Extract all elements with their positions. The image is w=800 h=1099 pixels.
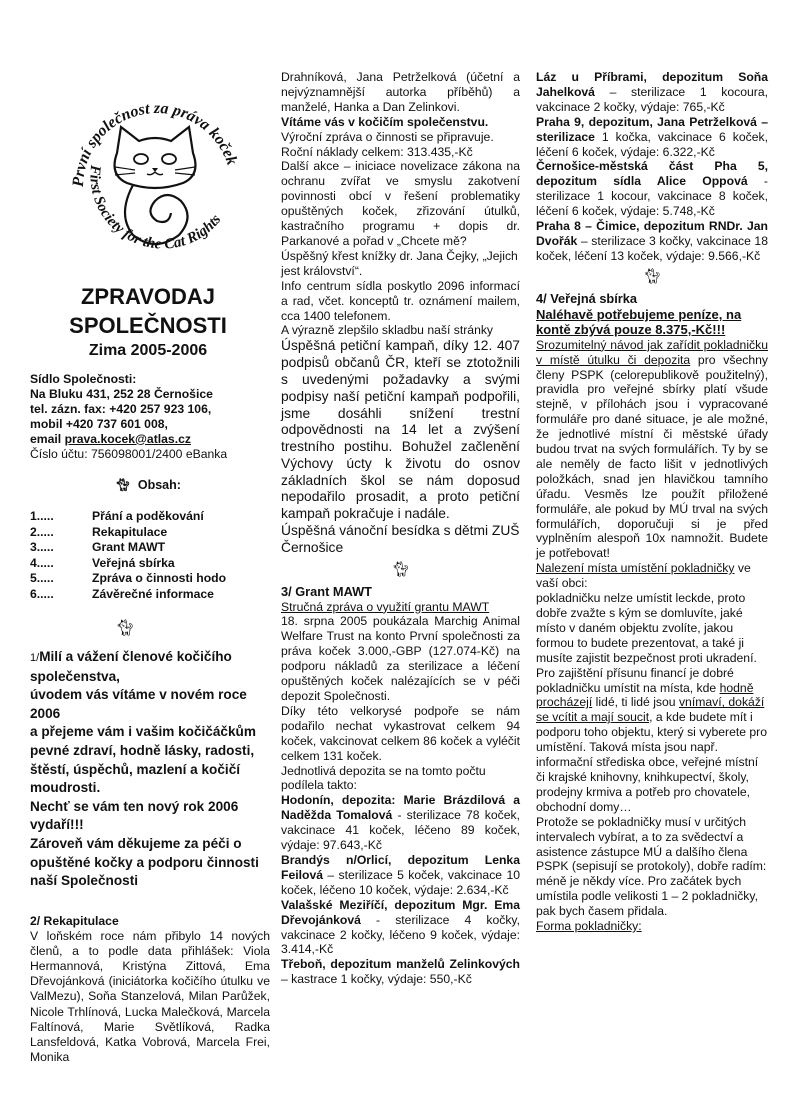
sec1-line: Zároveň vám děkujeme za péči o opuštěné kočky a podporu činnosti naší Společnosti [30, 835, 259, 889]
toc-label: Grant MAWT [92, 540, 166, 555]
toc-num: 3..... [30, 540, 54, 555]
sec4-find-underlined: Nalezení místa umístění pokladničky [536, 561, 735, 576]
depozit-details: - sterilizace 4 kočky, vakcinace 2 kočky, léčeno 9 koček, výdaje: 3.414,-Kč [281, 912, 520, 957]
sidlo-address: Na Bluku 431, 252 28 Černošice [30, 386, 213, 401]
cat-icon: 🐈︎ [642, 267, 662, 285]
depozit-details: – kastrace 1 kočky, výdaje: 550,-Kč [281, 972, 472, 987]
col2-p1: Drahníková, Jana Petrželková (účetní a nejvýznamnější autorka příběhů) a manželé, Hanka a Dan Zelinkovi. [281, 70, 520, 114]
toc-item [30, 556, 266, 572]
sec2-text: V loňském roce nám přibylo 14 nových členů, a to podle data přihlášek: Viola Hermannová, Kristýna Zittová, Ema Dřevojánková (iniciátorka kočičího útulku ve ValMezu), Soňa Stanzelová, Milan Parůžek, Nicole Trhlínová, Lucka Malečková, Marcela Faltínová, Marie Světlíková, Radka Lansfeldová, Katka Vobrová, Marcela Frei, Monika [30, 929, 270, 1064]
toc-num: 4..... [30, 555, 54, 570]
toc-num: 1..... [30, 509, 54, 523]
col2-p6: Info centrum sídla poskytlo 2096 informací a rad, včet. konceptů tr. oznámení mailem, cca 1400 telefonem. [281, 278, 520, 323]
sec1-line: Milí a vážení členové kočičího společenstva, [30, 649, 232, 684]
col2-p7: A výrazně zlepšilo skladbu naší stránky [281, 323, 494, 338]
sec4-p3-c: , a kde budete mít i podporu toho objektu, který si vyberete pro umístění. Taková místa jsou např. informační střediska obce, veřejné místní či krajské knihovny, knihkupectví, školy, prodejny krmiva a potřeb pro chovatele, obchodní domy… [536, 710, 768, 814]
cat-icon: 🐈︎ [115, 478, 131, 492]
sec4-p3-underlined: hodně procházejí [536, 680, 754, 710]
sec1-line: a přejeme vám i vašim kočičáčkům pevné zdraví, hodně lásky, radosti, štěstí, úspěchů, mazlení a kočičí moudrosti. [30, 724, 256, 796]
toc-item [30, 509, 266, 525]
sidlo-ucet: Číslo účtu: 756098001/2400 eBanka [30, 446, 228, 461]
toc-num: 2..... [30, 524, 54, 539]
depozit-name: Černošice-městská část Pha 5, depozitum sídla Alice Oppová [536, 159, 768, 189]
sec4-p3 [536, 666, 768, 815]
title-line2: SPOLEČNOSTI [69, 313, 227, 338]
toc-num: 6..... [30, 586, 54, 601]
sec4-p3-b: lidé, ti lidé jsou [592, 695, 679, 710]
depozit-details: - sterilizace 1 kocour, vakcinace 8 koček, léčení 6 koček, výdaje: 5.748,-Kč [536, 174, 768, 219]
depozit-name: Láz u Příbrami, depozitum Soňa Jahelková [536, 70, 768, 99]
sec3-p3: Jednotlivá depozita se na tomto počtu podílela takto: [281, 763, 486, 793]
toc-item [30, 587, 266, 603]
toc-label: Přání a poděkování [92, 509, 204, 523]
column-3 [536, 70, 768, 934]
depozit-name: Třeboň, depozitum manželů Zelinkových [281, 957, 520, 972]
toc-label: Veřejná sbírka [92, 555, 175, 570]
depozit-entry [281, 853, 520, 898]
sidlo-tel: tel. zázn. fax: +420 257 923 106, [30, 401, 212, 416]
email-label: email [30, 431, 65, 446]
depozit-name: Praha 9, depozitum, Jana Petrželková – sterilizace [536, 114, 768, 144]
depozit-details: – sterilizace 5 koček, vakcinace 10 koček, léčeno 10 koček, výdaje: 2.634,-Kč [281, 867, 520, 897]
sec3-subheading: Stručná zpráva o využití grantu MAWT [281, 599, 490, 614]
sec4-p3-underlined2: vnímaví, dokáží se vcítit a mají soucit [536, 695, 765, 725]
society-logo [55, 75, 255, 275]
contact-block [30, 372, 270, 461]
sec1-num: 1/ [30, 652, 40, 664]
logo-arc-text: První společnost za práva koček [69, 99, 241, 188]
svg-text:First Society for the Cat Righ [86, 163, 224, 252]
section-rekapitulace [30, 914, 270, 1065]
sec1-line: Nechť se vám ten nový rok 2006 vydaří!!! [30, 798, 239, 833]
logo-arc-text-en: First Society for the Cat Rights [86, 164, 225, 253]
depozit-entry [536, 70, 768, 115]
depozit-entry [281, 957, 520, 987]
toc-item [30, 540, 266, 556]
sidlo-email-line [30, 432, 270, 447]
depozit-details: – sterilizace 3 kočky, vakcinace 18 koček, léčení 13 koček, výdaje: 9.566,-Kč [536, 233, 768, 263]
sec4-p1 [536, 338, 768, 562]
sec4-p1-underlined: Srozumitelný návod jak zařídit pokladničku v místě útulku či depozita [536, 337, 768, 367]
table-of-contents [30, 509, 266, 603]
sec4-p1-text: pro všechny členy PSPK (celorepublikově použitelný), pravidla pro veřejné sbírky platí všude stejně, v přílohách jsou i vypracované formuláře pro dané situace, je ale možné, že jednotlivé místní či městské úřady budou trvat na svých formulářích. Ty by se ale neměly de facto lišit v jednotlivých položkách, snad jen hlavičkou tamního úřadu. Vesměs lze použít přiložené formuláře, ale pokud by MÚ trval na svých formulářích, doporučuji si je před vyplněním alespoň 10x namnožit. Budete je potřebovat! [536, 352, 768, 561]
depozit-name: Brandýs n/Orlicí, depozitum Lenka Feilová [281, 852, 520, 882]
title-season: Zima 2005-2006 [88, 342, 208, 359]
sec2-heading: 2/ Rekapitulace [30, 914, 119, 928]
depozit-entry [281, 898, 520, 958]
toc-item [30, 525, 266, 541]
sec3-heading: 3/ Grant MAWT [281, 583, 373, 599]
sec4-forma: Forma pokladničky: [536, 919, 642, 934]
sec4-p2: pokladničku nelze umístit leckde, proto dobře zvažte s kým se domluvíte, jaké místo v daném objektu zvolíte, jakou formou to budete prezentovat, a také ji musíte zajistit bezpečnost proti ukradení. [536, 591, 757, 665]
col2-p5: Úspěšný křest knížky dr. Jana Čejky, „Jejich jest království“. [281, 248, 518, 278]
sec1-line: úvodem vás vítáme v novém roce 2006 [30, 687, 247, 721]
sidlo-mobil: mobil +420 737 601 008, [30, 416, 168, 431]
col2-p3: Roční náklady celkem: 313.435,-Kč [281, 144, 473, 159]
sidlo-heading: Sídlo Společnosti: [30, 372, 137, 386]
cat-logo-icon [55, 75, 255, 275]
depozit-name: Praha 8 – Čimice, depozitum RNDr. Jan Dvořák [536, 219, 768, 248]
sec3-p1: 18. srpna 2005 poukázala Marchig Animal Welfare Trust na konto První společnosti za práva koček 3.000,-GBP (127.074-Kč) na podporu nákladů za sterilizace a léčení opuštěných koček nalézajících se v péči depozit Společnosti. [281, 614, 520, 704]
depozit-details: – sterilizace 1 kocoura, vakcinace 2 kočky, výdaje: 765,-Kč [536, 84, 768, 114]
cat-icon: 🐈︎ [115, 620, 136, 637]
toc-heading-label: Obsah: [137, 478, 181, 492]
depozit-entry [536, 219, 768, 264]
depozit-entry [536, 115, 768, 160]
depozit-name: Valašské Meziříčí, depozitum Mgr. Ema Dřevojánková [281, 897, 520, 927]
col2-p8: Úspěšná petiční kampaň, díky 12. 407 podpisů občanů ČR, kteří se ztotožnili s uvedenými požadavky a svými podpisy naší petiční kampaň podpořili, jsme dosáhli snížení trestní odpovědnosti na 14 let a zvýšení trestního postihu. Bohužel začlenění Výchovy úcty k životu do osnov základních škol se nám doposud nepodařilo prosadit, a proto petiční kampaň pokračuje i nadále. [281, 338, 520, 522]
sec4-heading: 4/ Veřejná sbírka [536, 290, 638, 306]
title-line1: ZPRAVODAJ [80, 284, 216, 309]
col2-p2: Výroční zpráva o činnosti se připravuje. [281, 129, 494, 144]
cat-icon: 🐈︎ [390, 560, 411, 578]
depozit-entry [281, 793, 520, 853]
newsletter-title [30, 282, 266, 362]
sec4-p3-a: Pro zajištění přísunu financí je dobré pokladničku umístit na místa, kde [536, 665, 734, 695]
section-greeting [30, 648, 270, 891]
depozit-details: - sterilizace 78 koček, vakcinace 41 koček, léčeno 89 koček, výdaje: 97.643,-Kč [281, 808, 520, 853]
depozit-entry [536, 159, 768, 219]
sec4-p4: Protože se pokladničky musí v určitých intervalech vybírat, a to za svědectví a asistence zástupce MÚ a dalšího člena PSPK (sepisují se protokoly), dobře radím: méně je někdy více. Pro začátek bych umístila podle velikosti 1 – 2 pokladničky, pak bych časem přidala. [536, 814, 767, 919]
sec4-find-text: ve vaší obci: [536, 561, 751, 591]
toc-item [30, 571, 266, 587]
toc-label: Rekapitulace [92, 524, 168, 539]
col2-welcome: Vítáme vás v kočičím společenstvu. [281, 114, 489, 129]
column-2 [281, 70, 520, 987]
depozit-name: Hodonín, depozita: Marie Brázdilová a Naděžda Tomalová [281, 793, 520, 823]
depozit-details: 1 kočka, vakcinace 6 koček, léčení 6 koček, výdaje: 6.322,-Kč [536, 129, 768, 159]
email-link[interactable]: prava.kocek@atlas.cz [64, 431, 191, 446]
toc-num: 5..... [30, 571, 54, 586]
toc-label: Zpráva o činnosti hodo [92, 571, 227, 586]
sec4-alert: Naléhavě potřebujeme peníze, na kontě zbývá pouze 8.375,-Kč!!! [536, 306, 742, 338]
toc-label: Závěrečné informace [92, 586, 214, 601]
sec4-find [536, 561, 768, 591]
col2-p4: Další akce – iniciace novelizace zákona na ochranu zvířat ve smyslu zakotvení povinnosti obcí v řešení problematiky opuštěných koček, zřizování útulků, kastračního programu + dopis dr. Parkanové a pořad v „Chcete mě? [281, 159, 520, 248]
col2-p9: Úspěšná vánoční besídka s dětmi ZUŠ Černošice [281, 523, 520, 555]
toc-heading [30, 478, 266, 493]
sec3-p2: Díky této velkorysé podpoře se nám podařilo nechat vykastrovat celkem 94 koček, vakcinovat celkem 86 koček a vyléčit celkem 131 koček. [281, 703, 520, 763]
